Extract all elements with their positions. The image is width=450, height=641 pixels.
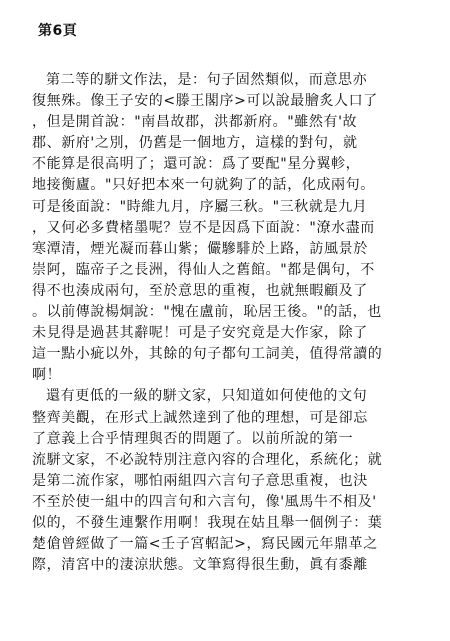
text-line: 第二等的駢文作法，是：句子固然類似，而意思亦 (46, 72, 368, 88)
text-line: 地接衡廬。"只好把本來一句就夠了的話，化成兩句。 (32, 177, 375, 194)
text-line: 整齊美觀，在形式上誠然達到了他的理想，可是卻忘 (32, 409, 368, 426)
text-line: 崇阿，臨帝子之長洲，得仙人之舊館。"都是偶句，不 (32, 261, 375, 278)
text-line: 似的，不發生連繫作用啊！我現在姑且舉一個例子：葉 (32, 514, 383, 531)
text-line: 啊！ (32, 367, 62, 384)
text-line: 這一點小疵以外，其餘的句子都句工詞美，值得常讀的 (32, 346, 383, 363)
text-line: 不能算是很高明了；還可說：爲了要配"星分翼軫， (32, 156, 361, 173)
text-line: 了意義上合乎情理與否的問題了。以前所說的第一 (32, 430, 354, 447)
page-number: 第6頁 (38, 23, 78, 39)
text-line: 寒潭清，煙光凝而暮山紫；儼驂騑於上路，訪風景於 (32, 240, 368, 257)
text-line: 還有更低的一級的駢文家，只知道如何使他的文句 (46, 388, 368, 405)
text-line: 。以前傳說楊炯說："愧在盧前，恥居王後。"的話，也 (32, 304, 382, 321)
text-line: 流駢文家，不必說特別注意內容的合理化，系統化；就 (32, 451, 383, 468)
text-line: 不至於使一組中的四言句和六言句，像'風馬牛不相及' (32, 493, 377, 510)
text-line: 是第二流作家，哪怕兩組四六言句子意思重複，也決 (32, 472, 368, 489)
text-line: 得不也湊成兩句，至於意思的重複，也就無暇顧及了 (32, 282, 368, 299)
text-line: 可是後面說："時維九月，序屬三秋。"三秋就是九月 (32, 198, 368, 215)
text-line: 復無殊。像王子安的<滕王閣序>可以說最膾炙人口了 (32, 93, 378, 110)
text-line: 未見得是過甚其辭呢！可是子安究竟是大作家，除了 (32, 325, 368, 342)
text-line: 楚傖曾經做了一篇<壬子宮軺記>，寫民國元年鼎革之 (32, 536, 378, 553)
text-line: ，又何必多費楮墨呢？豈不是因爲下面說："潦水盡而 (32, 219, 375, 236)
text-line: 郡、新府'之別，仍舊是一個地方，這樣的對句，就 (32, 135, 358, 152)
body-text (32, 70, 424, 576)
text-line: 際，清宮中的淒涼狀態。文筆寫得很生動，眞有黍離 (32, 557, 368, 574)
text-line: ，但是開首說："南昌故郡，洪都新府。"雖然有'故 (32, 114, 358, 131)
